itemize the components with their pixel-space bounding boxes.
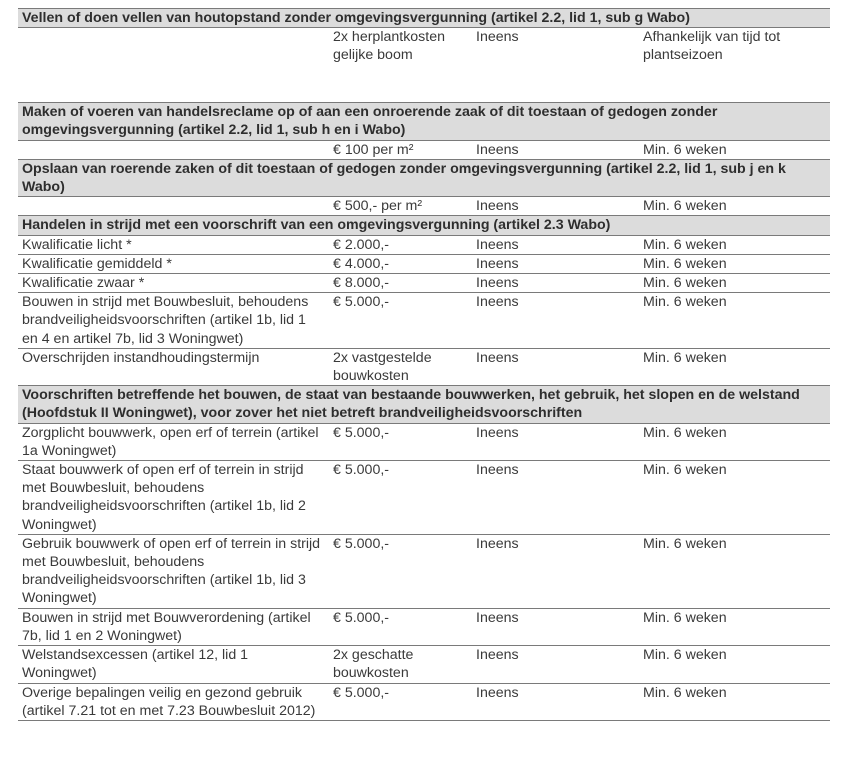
- penalty-table-container: [18, 8, 830, 721]
- cell-term: Min. 6 weken: [639, 235, 830, 254]
- cell-payment: Ineens: [472, 423, 639, 460]
- section-heading-row: [18, 216, 830, 235]
- cell-term: Min. 6 weken: [639, 197, 830, 216]
- cell-description: [18, 197, 329, 216]
- cell-payment: Ineens: [472, 646, 639, 683]
- cell-term: Min. 6 weken: [639, 646, 830, 683]
- table-row: [18, 348, 830, 385]
- cell-payment: Ineens: [472, 293, 639, 349]
- cell-payment: Ineens: [472, 197, 639, 216]
- cell-description: Kwalificatie gemiddeld *: [18, 254, 329, 273]
- cell-amount: € 5.000,-: [329, 608, 472, 645]
- section-heading: Opslaan van roerende zaken of dit toestaan of gedogen zonder omgevingsvergunning (artikel 2.2, lid 1, sub j en k Wabo): [18, 159, 830, 196]
- table-row: [18, 140, 830, 159]
- table-row: [18, 683, 830, 720]
- cell-description: Overige bepalingen veilig en gezond gebruik (artikel 7.21 tot en met 7.23 Bouwbesluit 2012): [18, 683, 329, 720]
- table-row: [18, 293, 830, 349]
- section-heading-row: [18, 103, 830, 140]
- cell-payment: Ineens: [472, 140, 639, 159]
- table-row: [18, 646, 830, 683]
- cell-amount: 2x herplantkosten gelijke boom: [329, 28, 472, 103]
- cell-amount: € 5.000,-: [329, 423, 472, 460]
- section-heading: Handelen in strijd met een voorschrift van een omgevingsvergunning (artikel 2.3 Wabo): [18, 216, 830, 235]
- section-heading-row: [18, 386, 830, 423]
- cell-description: [18, 140, 329, 159]
- cell-payment: Ineens: [472, 348, 639, 385]
- table-row: [18, 461, 830, 535]
- cell-description: Zorgplicht bouwwerk, open erf of terrein (artikel 1a Woningwet): [18, 423, 329, 460]
- cell-amount: 2x geschatte bouwkosten: [329, 646, 472, 683]
- cell-amount: € 2.000,-: [329, 235, 472, 254]
- cell-payment: Ineens: [472, 274, 639, 293]
- cell-description: Bouwen in strijd met Bouwbesluit, behoudens brandveiligheidsvoorschriften (artikel 1b, lid 1 en 4 en artikel 7b, lid 3 Woningwet): [18, 293, 329, 349]
- table-row: [18, 274, 830, 293]
- cell-description: Gebruik bouwwerk of open erf of terrein in strijd met Bouwbesluit, behoudens brandveiligheidsvoorschriften (artikel 1b, lid 3 Woningwet): [18, 534, 329, 608]
- cell-term: Min. 6 weken: [639, 461, 830, 535]
- section-heading: Vellen of doen vellen van houtopstand zonder omgevingsvergunning (artikel 2.2, lid 1, sub g Wabo): [18, 9, 830, 28]
- cell-amount: € 5.000,-: [329, 461, 472, 535]
- cell-term: Min. 6 weken: [639, 683, 830, 720]
- penalty-table: [18, 8, 830, 721]
- cell-payment: Ineens: [472, 461, 639, 535]
- cell-payment: Ineens: [472, 683, 639, 720]
- cell-term: Min. 6 weken: [639, 534, 830, 608]
- cell-amount: € 5.000,-: [329, 293, 472, 349]
- cell-description: Staat bouwwerk of open erf of terrein in strijd met Bouwbesluit, behoudens brandveiligheidsvoorschriften (artikel 1b, lid 2 Woningwet): [18, 461, 329, 535]
- cell-term: Min. 6 weken: [639, 608, 830, 645]
- table-row: [18, 28, 830, 103]
- cell-amount: € 500,- per m²: [329, 197, 472, 216]
- cell-term: Min. 6 weken: [639, 348, 830, 385]
- table-row: [18, 608, 830, 645]
- section-heading-row: [18, 9, 830, 28]
- table-row: [18, 254, 830, 273]
- cell-description: Kwalificatie licht *: [18, 235, 329, 254]
- cell-description: [18, 28, 329, 103]
- table-row: [18, 197, 830, 216]
- cell-term: Min. 6 weken: [639, 293, 830, 349]
- table-row: [18, 235, 830, 254]
- cell-term: Afhankelijk van tijd tot plantseizoen: [639, 28, 830, 103]
- section-heading: Maken of voeren van handelsreclame op of aan een onroerende zaak of dit toestaan of gedogen zonder omgevingsvergunning (artikel 2.2, lid 1, sub h en i Wabo): [18, 103, 830, 140]
- cell-amount: € 4.000,-: [329, 254, 472, 273]
- cell-payment: Ineens: [472, 254, 639, 273]
- cell-term: Min. 6 weken: [639, 423, 830, 460]
- cell-term: Min. 6 weken: [639, 254, 830, 273]
- cell-amount: € 5.000,-: [329, 534, 472, 608]
- cell-description: Overschrijden instandhoudingstermijn: [18, 348, 329, 385]
- cell-payment: Ineens: [472, 608, 639, 645]
- cell-payment: Ineens: [472, 534, 639, 608]
- cell-payment: Ineens: [472, 28, 639, 103]
- cell-payment: Ineens: [472, 235, 639, 254]
- cell-amount: € 100 per m²: [329, 140, 472, 159]
- cell-amount: € 8.000,-: [329, 274, 472, 293]
- cell-amount: 2x vastgestelde bouwkosten: [329, 348, 472, 385]
- cell-description: Kwalificatie zwaar *: [18, 274, 329, 293]
- section-heading-row: [18, 159, 830, 196]
- section-heading: Voorschriften betreffende het bouwen, de staat van bestaande bouwwerken, het gebruik, het slopen en de welstand (Hoofdstuk II Woningwet), voor zover het niet betreft brandveiligheidsvoorschriften: [18, 386, 830, 423]
- cell-amount: € 5.000,-: [329, 683, 472, 720]
- table-row: [18, 534, 830, 608]
- table-row: [18, 423, 830, 460]
- cell-term: Min. 6 weken: [639, 274, 830, 293]
- cell-description: Welstandsexcessen (artikel 12, lid 1 Woningwet): [18, 646, 329, 683]
- cell-description: Bouwen in strijd met Bouwverordening (artikel 7b, lid 1 en 2 Woningwet): [18, 608, 329, 645]
- cell-term: Min. 6 weken: [639, 140, 830, 159]
